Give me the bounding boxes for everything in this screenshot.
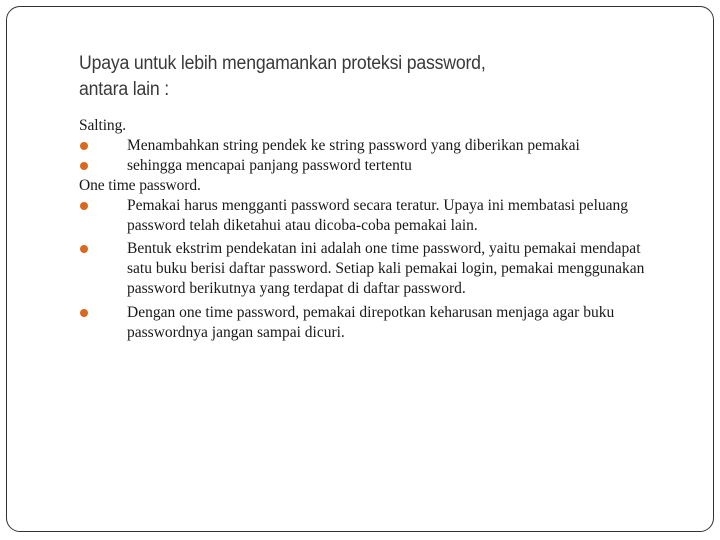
bullet-dot-icon	[80, 309, 88, 317]
bullet-item	[79, 196, 679, 236]
section-heading-one-time-password: One time password.	[79, 177, 201, 194]
bullet-item	[79, 136, 679, 156]
bullet-dot-icon	[80, 245, 88, 253]
bullet-text: sehingga mencapai panjang password tertentu	[127, 157, 412, 174]
slide-title	[79, 51, 637, 103]
bullet-dot-icon	[80, 162, 88, 170]
bullet-item	[79, 303, 679, 343]
slide-title-line-2: antara lain :	[79, 79, 169, 100]
section-heading-salting: Salting.	[79, 117, 126, 134]
bullet-item	[79, 239, 679, 299]
bullet-text: Dengan one time password, pemakai direpotkan keharusan menjaga agar buku passwordnya jangan sampai dicuri.	[127, 304, 615, 341]
bullet-text: Menambahkan string pendek ke string password yang diberikan pemakai	[127, 137, 580, 154]
bullet-dot-icon	[80, 202, 88, 210]
bullet-text: Pemakai harus mengganti password secara teratur. Upaya ini membatasi peluang password telah diketahui atau dicoba-coba pemakai lain.	[127, 197, 629, 234]
bullet-text: Bentuk ekstrim pendekatan ini adalah one time password, yaitu pemakai mendapat satu buku berisi daftar password. Setiap kali pemakai login, pemakai menggunakan password berikutnya yang terdapat di daftar password.	[127, 240, 645, 297]
bullet-dot-icon	[80, 142, 88, 150]
slide-title-line-1: Upaya untuk lebih mengamankan proteksi password,	[79, 53, 486, 74]
slide-body	[79, 116, 679, 343]
bullet-item	[79, 156, 679, 176]
